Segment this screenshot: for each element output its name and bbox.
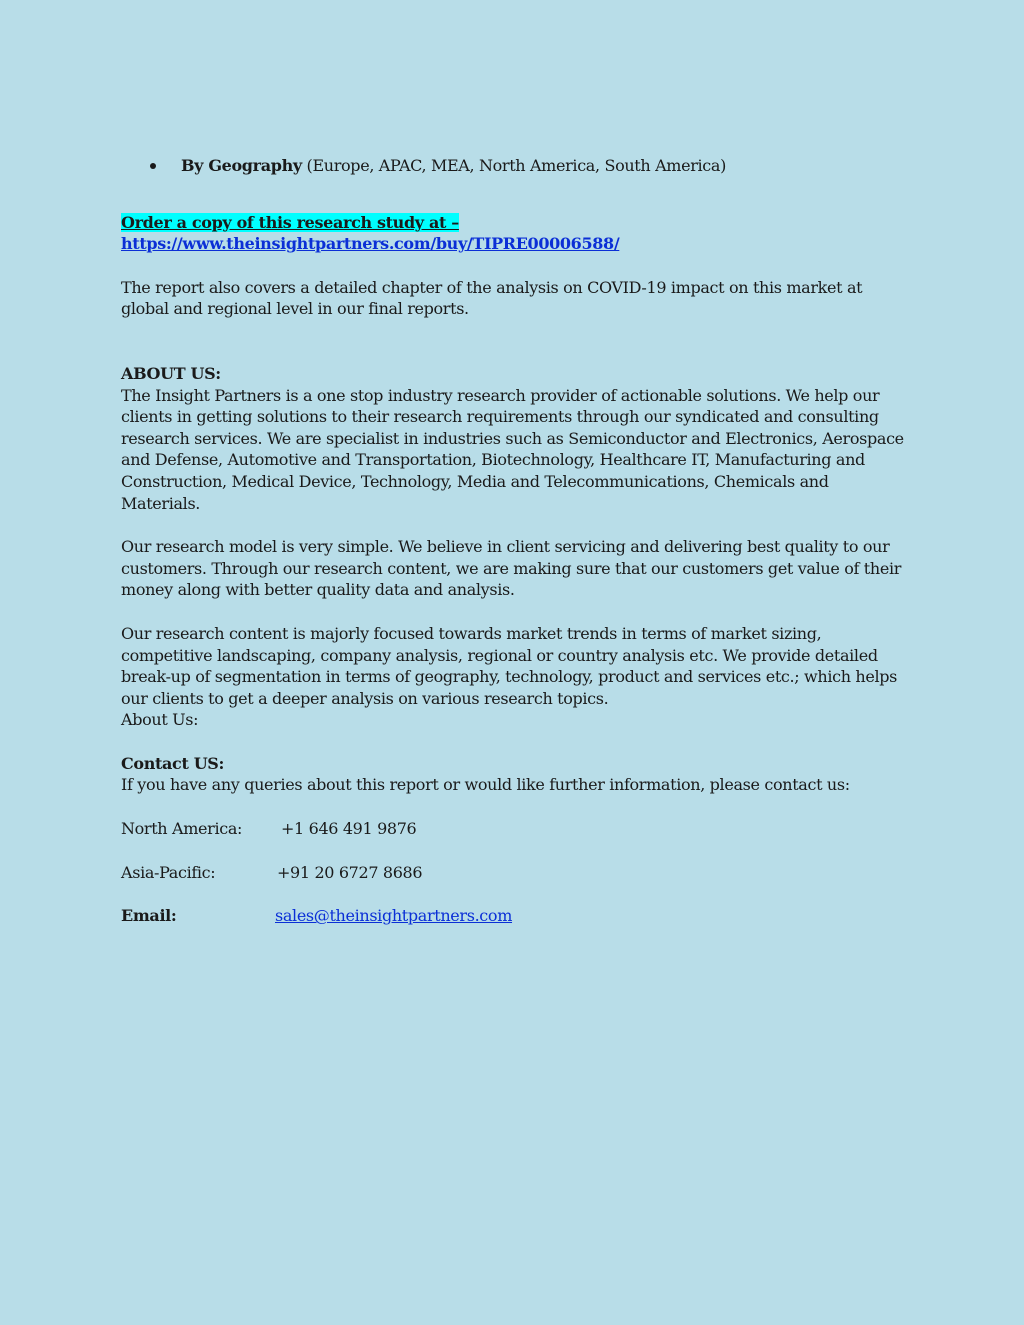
order-label: Order a copy of this research study at – (121, 212, 459, 232)
geography-text: (Europe, APAC, MEA, North America, South America) (301, 156, 726, 175)
email-link[interactable]: sales@theinsightpartners.com (275, 906, 513, 926)
asia-pacific-phone: +91 20 6727 8686 (277, 862, 423, 882)
covid-paragraph: The report also covers a detailed chapter of the analysis on COVID-19 impact on this market at global and regional level in our final reports. (121, 277, 863, 319)
order-block (121, 212, 911, 255)
contact-intro: If you have any queries about this report or would like further information, please contact us: (121, 775, 850, 795)
geography-bullet (121, 155, 911, 177)
contact-row-asia-pacific (121, 862, 911, 884)
asia-pacific-label: Asia-Pacific: (121, 862, 216, 882)
contact-row-north-america (121, 818, 911, 840)
order-link[interactable]: https://www.theinsightpartners.com/buy/TIPRE00006588/ (121, 234, 620, 254)
geography-label: By Geography (181, 156, 302, 175)
bullet-dot-icon (150, 163, 156, 169)
about-paragraph-1: The Insight Partners is a one stop industry research provider of actionable solutions. We help our clients in getting solutions to their research requirements through our syndicated and consulting research services. We are specialist in industries such as Semiconductor and Electronics, Aerospace and Defense, Automotive and Transportation, Biotechnology, Healthcare IT, Manufacturing and Construction, Medical Device, Technology, Media and Telecommunications, Chemicals and Materials. (121, 385, 904, 513)
email-label: Email: (121, 906, 177, 926)
about-heading: ABOUT US: (121, 363, 221, 383)
contact-heading: Contact US: (121, 753, 225, 773)
document-page (121, 155, 911, 927)
about-trailing-label: About Us: (121, 710, 199, 730)
north-america-label: North America: (121, 819, 243, 839)
about-paragraph-2: Our research model is very simple. We believe in client servicing and delivering best quality to our customers. Through our research content, we are making sure that our customers get value of their money along with better quality data and analysis. (121, 537, 902, 600)
north-america-phone: +1 646 491 9876 (281, 819, 417, 839)
about-paragraph-3: Our research content is majorly focused towards market trends in terms of market sizing, competitive landscaping, company analysis, regional or country analysis etc. We provide detailed break-up of segmentation in terms of geography, technology, product and services etc.; which helps our clients to get a deeper analysis on various research topics. (121, 623, 898, 708)
contact-row-email (121, 905, 911, 927)
